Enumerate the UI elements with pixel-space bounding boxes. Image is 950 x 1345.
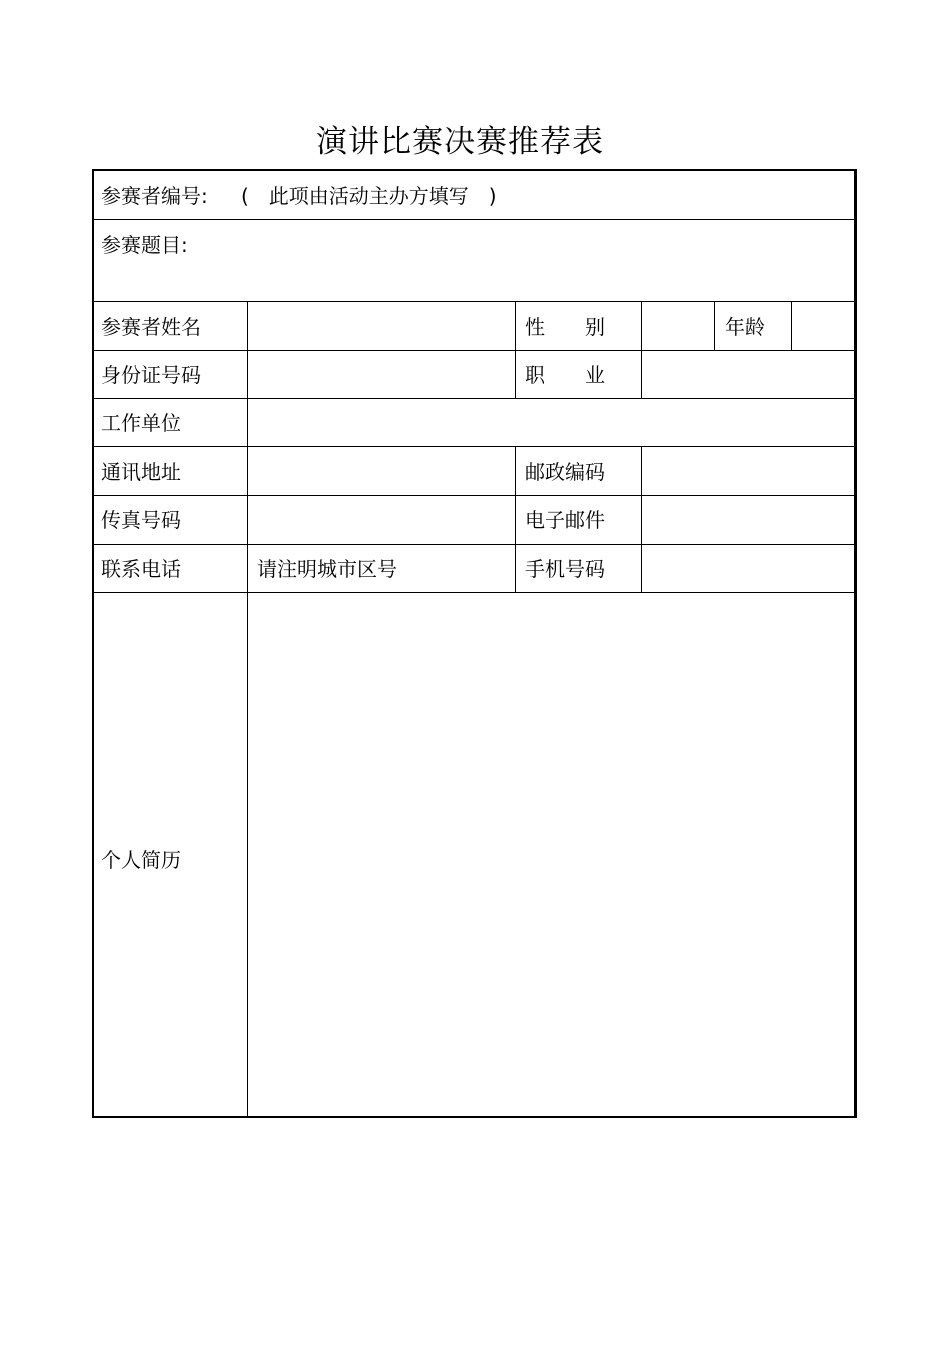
row-divider — [94, 495, 854, 496]
row-divider — [94, 219, 854, 220]
column-divider — [641, 301, 642, 398]
phone-label: 联系电话 — [101, 557, 181, 581]
row-divider — [94, 350, 854, 351]
form-title: 演讲比赛决赛推荐表 — [316, 124, 604, 160]
phone-hint: 请注明城市区号 — [257, 557, 397, 581]
topic-label: 参赛题目: — [101, 233, 188, 257]
column-divider — [641, 446, 642, 592]
postcode-label: 邮政编码 — [525, 460, 605, 484]
column-divider — [515, 446, 516, 592]
row-divider — [94, 446, 854, 447]
column-divider — [791, 301, 792, 350]
occupation-label: 职 业 — [525, 363, 605, 387]
row-divider — [94, 301, 854, 302]
employer-label: 工作单位 — [101, 411, 181, 435]
entrant-number-label: 参赛者编号: — [101, 184, 208, 208]
name-label: 参赛者姓名 — [101, 315, 201, 339]
fax-label: 传真号码 — [101, 508, 181, 532]
entrant-number-note: ( 此项由活动主办方填写 ) — [241, 184, 497, 208]
row-divider — [94, 398, 854, 399]
row-divider — [94, 544, 854, 545]
address-label: 通讯地址 — [101, 460, 181, 484]
column-divider — [515, 301, 516, 398]
age-label: 年龄 — [725, 315, 765, 339]
mobile-label: 手机号码 — [525, 557, 605, 581]
column-divider — [247, 301, 248, 1116]
gender-label: 性 别 — [525, 315, 605, 339]
id-number-label: 身份证号码 — [101, 363, 201, 387]
recommendation-form — [92, 169, 857, 1118]
email-label: 电子邮件 — [525, 508, 605, 532]
resume-label: 个人简历 — [101, 848, 181, 872]
column-divider — [714, 301, 715, 350]
row-divider — [94, 592, 854, 593]
